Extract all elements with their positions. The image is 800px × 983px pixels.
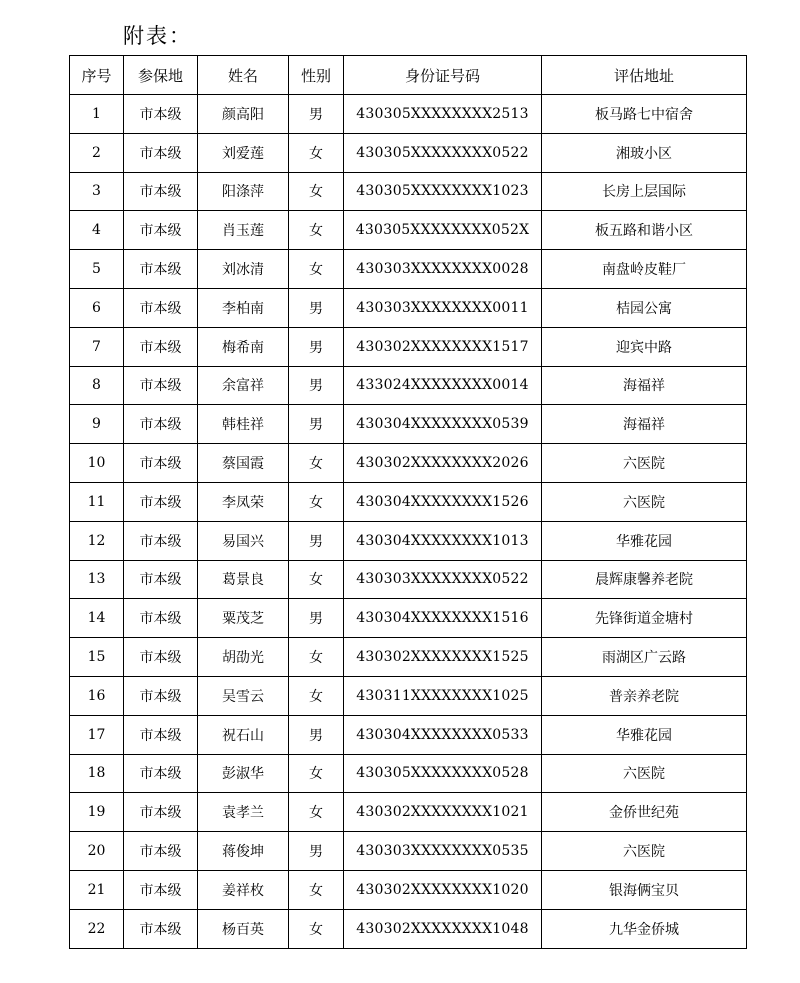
serial-cell: 17 <box>70 715 124 754</box>
insured-place-cell: 市本级 <box>124 599 198 638</box>
gender-cell: 女 <box>289 211 344 250</box>
table-row <box>70 638 747 677</box>
id-number-cell: 430311XXXXXXXX1025 <box>344 676 542 715</box>
table-row <box>70 211 747 250</box>
insured-place-cell: 市本级 <box>124 444 198 483</box>
column-header-insured-place: 参保地 <box>124 56 198 95</box>
serial-cell: 20 <box>70 832 124 871</box>
gender-cell: 女 <box>289 172 344 211</box>
gender-cell: 男 <box>289 366 344 405</box>
table-row <box>70 715 747 754</box>
assessment-address-cell: 板五路和谐小区 <box>542 211 747 250</box>
id-number-cell: 430302XXXXXXXX1525 <box>344 638 542 677</box>
id-number-cell: 430305XXXXXXXX052X <box>344 211 542 250</box>
id-number-cell: 430302XXXXXXXX1021 <box>344 793 542 832</box>
insured-place-cell: 市本级 <box>124 250 198 289</box>
insured-place-cell: 市本级 <box>124 327 198 366</box>
column-header-id-number: 身份证号码 <box>344 56 542 95</box>
name-cell: 姜祥枚 <box>198 870 289 909</box>
serial-cell: 6 <box>70 288 124 327</box>
assessment-address-cell: 银海俩宝贝 <box>542 870 747 909</box>
gender-cell: 女 <box>289 676 344 715</box>
gender-cell: 女 <box>289 754 344 793</box>
assessment-address-cell: 九华金侨城 <box>542 909 747 948</box>
assessment-address-cell: 华雅花园 <box>542 715 747 754</box>
serial-cell: 22 <box>70 909 124 948</box>
name-cell: 颜高阳 <box>198 95 289 134</box>
id-number-cell: 430303XXXXXXXX0522 <box>344 560 542 599</box>
insured-place-cell: 市本级 <box>124 832 198 871</box>
insured-place-cell: 市本级 <box>124 715 198 754</box>
table-row <box>70 133 747 172</box>
insured-place-cell: 市本级 <box>124 560 198 599</box>
id-number-cell: 430302XXXXXXXX1517 <box>344 327 542 366</box>
insured-place-cell: 市本级 <box>124 288 198 327</box>
name-cell: 梅希南 <box>198 327 289 366</box>
id-number-cell: 430304XXXXXXXX1526 <box>344 482 542 521</box>
insured-place-cell: 市本级 <box>124 133 198 172</box>
gender-cell: 女 <box>289 444 344 483</box>
assessment-address-cell: 湘玻小区 <box>542 133 747 172</box>
name-cell: 易国兴 <box>198 521 289 560</box>
column-header-name: 姓名 <box>198 56 289 95</box>
id-number-cell: 430303XXXXXXXX0028 <box>344 250 542 289</box>
table-row <box>70 521 747 560</box>
assessment-address-cell: 华雅花园 <box>542 521 747 560</box>
assessment-address-cell: 长房上层国际 <box>542 172 747 211</box>
serial-cell: 5 <box>70 250 124 289</box>
assessment-table <box>69 55 747 949</box>
id-number-cell: 430305XXXXXXXX0528 <box>344 754 542 793</box>
name-cell: 吴雪云 <box>198 676 289 715</box>
insured-place-cell: 市本级 <box>124 95 198 134</box>
serial-cell: 21 <box>70 870 124 909</box>
serial-cell: 4 <box>70 211 124 250</box>
serial-cell: 15 <box>70 638 124 677</box>
serial-cell: 19 <box>70 793 124 832</box>
table-row <box>70 482 747 521</box>
gender-cell: 女 <box>289 793 344 832</box>
column-header-gender: 性别 <box>289 56 344 95</box>
gender-cell: 男 <box>289 288 344 327</box>
insured-place-cell: 市本级 <box>124 366 198 405</box>
name-cell: 粟茂芝 <box>198 599 289 638</box>
table-row <box>70 754 747 793</box>
serial-cell: 18 <box>70 754 124 793</box>
insured-place-cell: 市本级 <box>124 909 198 948</box>
serial-cell: 16 <box>70 676 124 715</box>
id-number-cell: 430303XXXXXXXX0011 <box>344 288 542 327</box>
name-cell: 祝石山 <box>198 715 289 754</box>
id-number-cell: 430303XXXXXXXX0535 <box>344 832 542 871</box>
serial-cell: 12 <box>70 521 124 560</box>
name-cell: 刘冰清 <box>198 250 289 289</box>
name-cell: 葛景良 <box>198 560 289 599</box>
serial-cell: 11 <box>70 482 124 521</box>
assessment-address-cell: 金侨世纪苑 <box>542 793 747 832</box>
table-row <box>70 366 747 405</box>
insured-place-cell: 市本级 <box>124 638 198 677</box>
assessment-address-cell: 晨辉康馨养老院 <box>542 560 747 599</box>
gender-cell: 女 <box>289 560 344 599</box>
assessment-address-cell: 迎宾中路 <box>542 327 747 366</box>
name-cell: 蒋俊坤 <box>198 832 289 871</box>
id-number-cell: 430304XXXXXXXX1516 <box>344 599 542 638</box>
assessment-address-cell: 雨湖区广云路 <box>542 638 747 677</box>
table-row <box>70 444 747 483</box>
id-number-cell: 430304XXXXXXXX1013 <box>344 521 542 560</box>
gender-cell: 女 <box>289 133 344 172</box>
insured-place-cell: 市本级 <box>124 870 198 909</box>
table-row <box>70 327 747 366</box>
serial-cell: 3 <box>70 172 124 211</box>
table-row <box>70 405 747 444</box>
serial-cell: 9 <box>70 405 124 444</box>
gender-cell: 男 <box>289 832 344 871</box>
id-number-cell: 430304XXXXXXXX0539 <box>344 405 542 444</box>
assessment-address-cell: 普亲养老院 <box>542 676 747 715</box>
assessment-address-cell: 六医院 <box>542 444 747 483</box>
table-header-row <box>70 56 747 95</box>
name-cell: 杨百英 <box>198 909 289 948</box>
gender-cell: 女 <box>289 250 344 289</box>
assessment-address-cell: 南盘岭皮鞋厂 <box>542 250 747 289</box>
serial-cell: 2 <box>70 133 124 172</box>
serial-cell: 13 <box>70 560 124 599</box>
name-cell: 袁孝兰 <box>198 793 289 832</box>
serial-cell: 8 <box>70 366 124 405</box>
id-number-cell: 430304XXXXXXXX0533 <box>344 715 542 754</box>
insured-place-cell: 市本级 <box>124 754 198 793</box>
assessment-address-cell: 海福祥 <box>542 366 747 405</box>
serial-cell: 10 <box>70 444 124 483</box>
insured-place-cell: 市本级 <box>124 676 198 715</box>
insured-place-cell: 市本级 <box>124 405 198 444</box>
insured-place-cell: 市本级 <box>124 172 198 211</box>
serial-cell: 14 <box>70 599 124 638</box>
name-cell: 刘爱莲 <box>198 133 289 172</box>
insured-place-cell: 市本级 <box>124 211 198 250</box>
table-row <box>70 832 747 871</box>
column-header-assessment-address: 评估地址 <box>542 56 747 95</box>
table-body <box>70 95 747 949</box>
name-cell: 韩桂祥 <box>198 405 289 444</box>
assessment-address-cell: 先锋街道金塘村 <box>542 599 747 638</box>
insured-place-cell: 市本级 <box>124 521 198 560</box>
table-row <box>70 793 747 832</box>
column-header-serial: 序号 <box>70 56 124 95</box>
table-row <box>70 250 747 289</box>
name-cell: 李柏南 <box>198 288 289 327</box>
table-row <box>70 909 747 948</box>
id-number-cell: 430302XXXXXXXX1020 <box>344 870 542 909</box>
name-cell: 彭淑华 <box>198 754 289 793</box>
id-number-cell: 430305XXXXXXXX0522 <box>344 133 542 172</box>
gender-cell: 女 <box>289 870 344 909</box>
name-cell: 肖玉莲 <box>198 211 289 250</box>
assessment-address-cell: 海福祥 <box>542 405 747 444</box>
table-row <box>70 870 747 909</box>
table-row <box>70 560 747 599</box>
serial-cell: 7 <box>70 327 124 366</box>
name-cell: 李凤荣 <box>198 482 289 521</box>
assessment-address-cell: 六医院 <box>542 832 747 871</box>
gender-cell: 男 <box>289 599 344 638</box>
name-cell: 阳涤萍 <box>198 172 289 211</box>
name-cell: 余富祥 <box>198 366 289 405</box>
table-row <box>70 676 747 715</box>
table-row <box>70 288 747 327</box>
serial-cell: 1 <box>70 95 124 134</box>
id-number-cell: 430305XXXXXXXX1023 <box>344 172 542 211</box>
gender-cell: 男 <box>289 327 344 366</box>
gender-cell: 女 <box>289 909 344 948</box>
table-row <box>70 95 747 134</box>
assessment-address-cell: 六医院 <box>542 754 747 793</box>
gender-cell: 女 <box>289 638 344 677</box>
assessment-address-cell: 桔园公寓 <box>542 288 747 327</box>
name-cell: 胡劭光 <box>198 638 289 677</box>
id-number-cell: 433024XXXXXXXX0014 <box>344 366 542 405</box>
assessment-address-cell: 板马路七中宿舍 <box>542 95 747 134</box>
name-cell: 蔡国霞 <box>198 444 289 483</box>
table-row <box>70 599 747 638</box>
gender-cell: 男 <box>289 95 344 134</box>
assessment-address-cell: 六医院 <box>542 482 747 521</box>
page-title: 附表： <box>123 24 192 48</box>
table-row <box>70 172 747 211</box>
id-number-cell: 430305XXXXXXXX2513 <box>344 95 542 134</box>
insured-place-cell: 市本级 <box>124 793 198 832</box>
id-number-cell: 430302XXXXXXXX2026 <box>344 444 542 483</box>
id-number-cell: 430302XXXXXXXX1048 <box>344 909 542 948</box>
gender-cell: 男 <box>289 405 344 444</box>
gender-cell: 男 <box>289 521 344 560</box>
insured-place-cell: 市本级 <box>124 482 198 521</box>
gender-cell: 男 <box>289 715 344 754</box>
gender-cell: 女 <box>289 482 344 521</box>
